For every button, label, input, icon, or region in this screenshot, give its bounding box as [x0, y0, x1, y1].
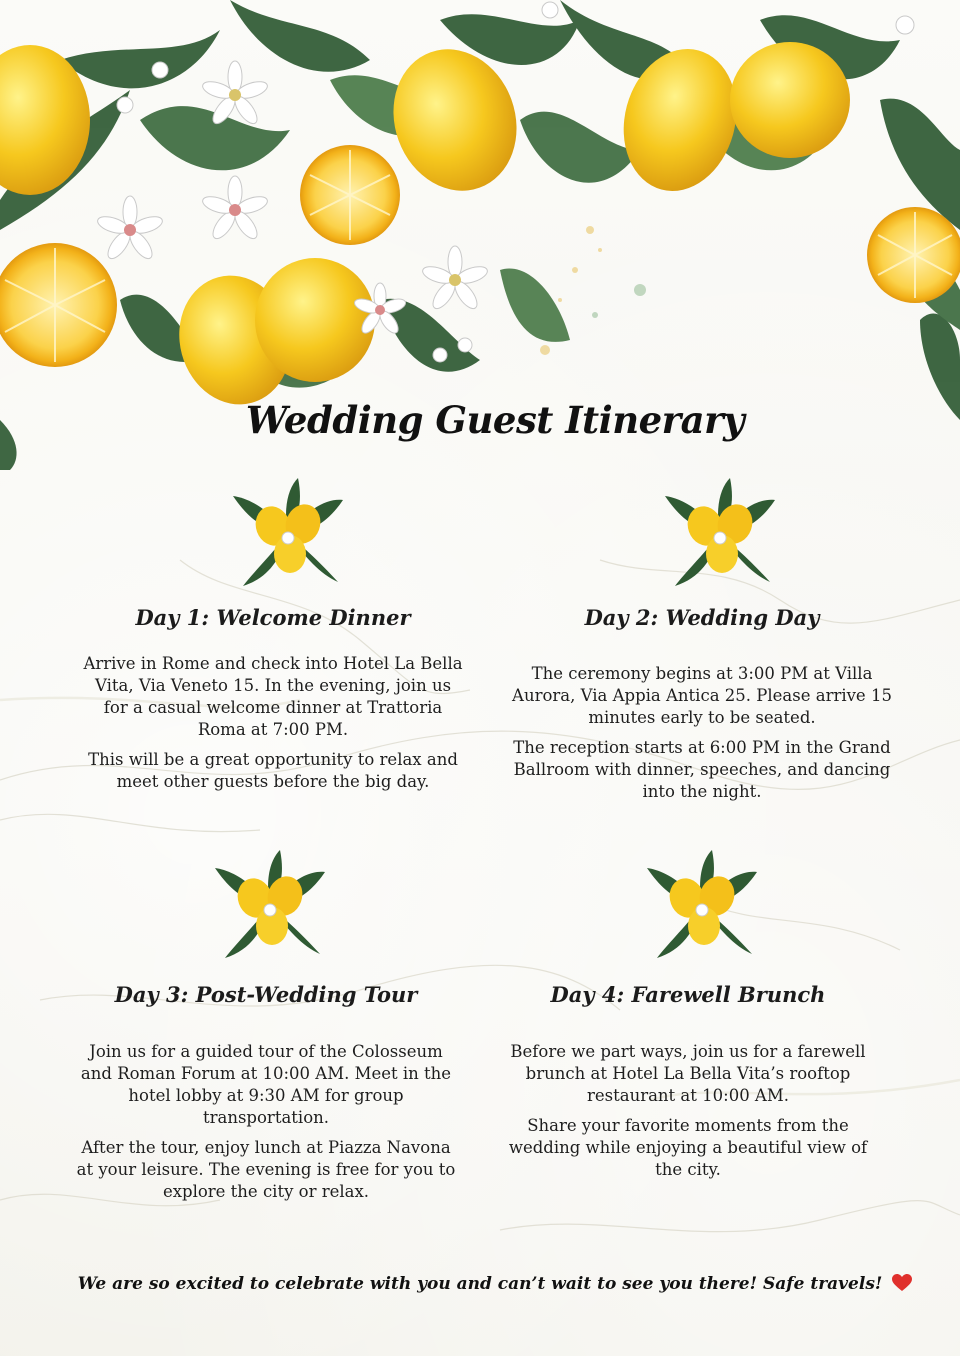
day-1-body: [83, 653, 463, 801]
page-title: Wedding Guest Itinerary: [245, 398, 745, 442]
heart-icon: [892, 1274, 912, 1292]
day-4-body: [498, 1041, 878, 1189]
lemon-cluster-icon: [660, 478, 780, 590]
day-3-paragraph-1: Join us for a guided tour of the Colosseum and Roman Forum at 10:00 AM. Meet in the hotel lobby at 9:30 AM for group transportation.: [80, 1042, 452, 1127]
day-3-heading: Day 3: Post-Wedding Tour: [114, 982, 418, 1007]
lemon-cluster-icon: [642, 850, 762, 962]
day-1-paragraph-1: Arrive in Rome and check into Hotel La Bella Vita, Via Veneto 15. In the evening, join us for a casual welcome dinner at Trattoria Roma at 7:00 PM.: [83, 654, 463, 739]
closing-text: We are so excited to celebrate with you and can’t wait to see you there! Safe travels!: [77, 1274, 883, 1294]
day-4-paragraph-1: Before we part ways, join us for a farewell brunch at Hotel La Bella Vita’s rooftop restaurant at 10:00 AM.: [510, 1042, 866, 1105]
closing-message: [0, 1274, 960, 1294]
day-3-body: [76, 1041, 456, 1211]
day-3-paragraph-2: After the tour, enjoy lunch at Piazza Navona at your leisure. The evening is free for you to explore the city or relax.: [76, 1138, 456, 1201]
day-1-paragraph-2: This will be a great opportunity to relax and meet other guests before the big day.: [88, 750, 458, 791]
lemon-cluster-icon: [228, 478, 348, 590]
day-2-heading: Day 2: Wedding Day: [584, 605, 820, 630]
day-2-paragraph-2: The reception starts at 6:00 PM in the Grand Ballroom with dinner, speeches, and dancing into the night.: [513, 738, 891, 801]
day-1-heading: Day 1: Welcome Dinner: [135, 605, 411, 630]
day-4-paragraph-2: Share your favorite moments from the wedding while enjoying a beautiful view of the city.: [508, 1116, 868, 1179]
day-2-paragraph-1: The ceremony begins at 3:00 PM at Villa Aurora, Via Appia Antica 25. Please arrive 15 minutes early to be seated.: [512, 664, 892, 727]
lemon-cluster-icon: [210, 850, 330, 962]
day-2-body: [512, 663, 892, 811]
day-4-heading: Day 4: Farewell Brunch: [550, 982, 826, 1007]
